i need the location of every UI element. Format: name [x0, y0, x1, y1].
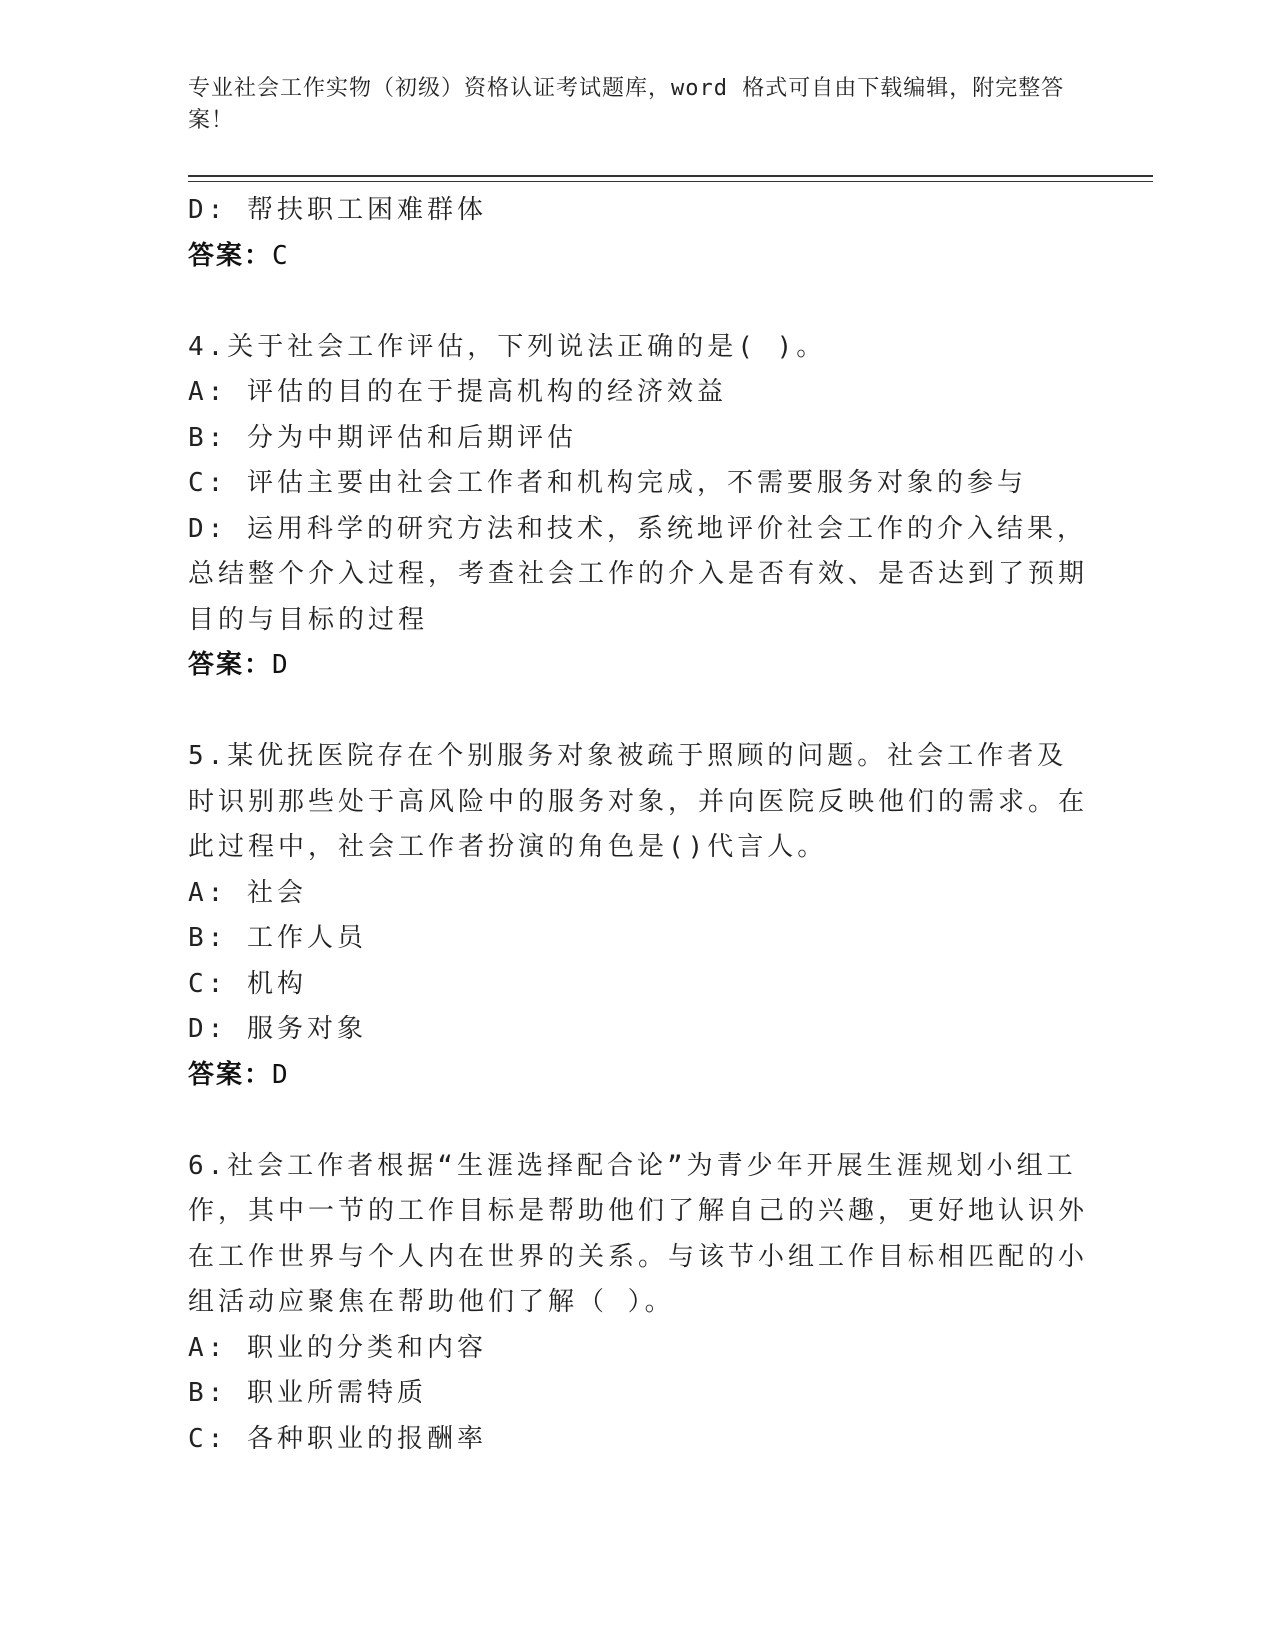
q5-option-c: C: 机构 — [188, 968, 307, 999]
q4-answer-value: D — [272, 650, 289, 680]
q5-option-a: A: 社会 — [188, 877, 307, 908]
q3-answer-value: C — [272, 240, 289, 271]
q6-option-c: C: 各种职业的报酬率 — [188, 1423, 487, 1454]
q4-answer-label: 答案： — [188, 650, 273, 680]
header-rule-thin — [188, 181, 1153, 182]
q6-stem: 6.社会工作者根据“生涯选择配合论”为青少年开展生涯规划小组工作，其中一节的工作目标是帮助他们了解自己的兴趣，更好地认识外在工作世界与个人内在世界的关系。与该节小组工作目标相匹配的小组活动应聚焦在帮助他们了解（ ）。 — [188, 1150, 1089, 1317]
q4-option-c: C: 评估主要由社会工作者和机构完成，不需要服务对象的参与 — [188, 468, 1027, 498]
q5-option-b: B: 工作人员 — [188, 923, 367, 953]
header-rule-thick — [188, 175, 1153, 177]
document-body — [188, 188, 1088, 1462]
q5-stem: 5.某优抚医院存在个别服务对象被疏于照顾的问题。社会工作者及时识别那些处于高风险中的服务对象，并向医院反映他们的需求。在此过程中，社会工作者扮演的角色是()代言人。 — [188, 741, 1089, 862]
q4-option-d: D: 运用科学的研究方法和技术，系统地评价社会工作的介入结果，总结整个介入过程，考查社会工作的介入是否有效、是否达到了预期目的与目标的过程 — [188, 513, 1089, 635]
q6-option-a: A: 职业的分类和内容 — [188, 1332, 487, 1363]
q4-stem: 4.关于社会工作评估，下列说法正确的是( )。 — [188, 331, 827, 362]
q3-answer — [188, 234, 1088, 280]
q5-option-d: D: 服务对象 — [188, 1014, 367, 1044]
q3-option-d: D: 帮扶职工困难群体 — [188, 195, 487, 225]
q6-option-b: B: 职业所需特质 — [188, 1378, 427, 1408]
q4-answer — [188, 643, 1088, 689]
document-header: 专业社会工作实物（初级）资格认证考试题库，word 格式可自由下载编辑，附完整答案！ — [188, 76, 1065, 133]
q5-answer — [188, 1053, 1088, 1099]
q4-option-a: A: 评估的目的在于提高机构的经济效益 — [188, 377, 727, 407]
q5-answer-value: D — [272, 1059, 289, 1090]
q5-answer-label: 答案： — [188, 1059, 273, 1090]
q4-option-b: B: 分为中期评估和后期评估 — [188, 422, 577, 453]
q3-answer-label: 答案： — [188, 240, 273, 271]
